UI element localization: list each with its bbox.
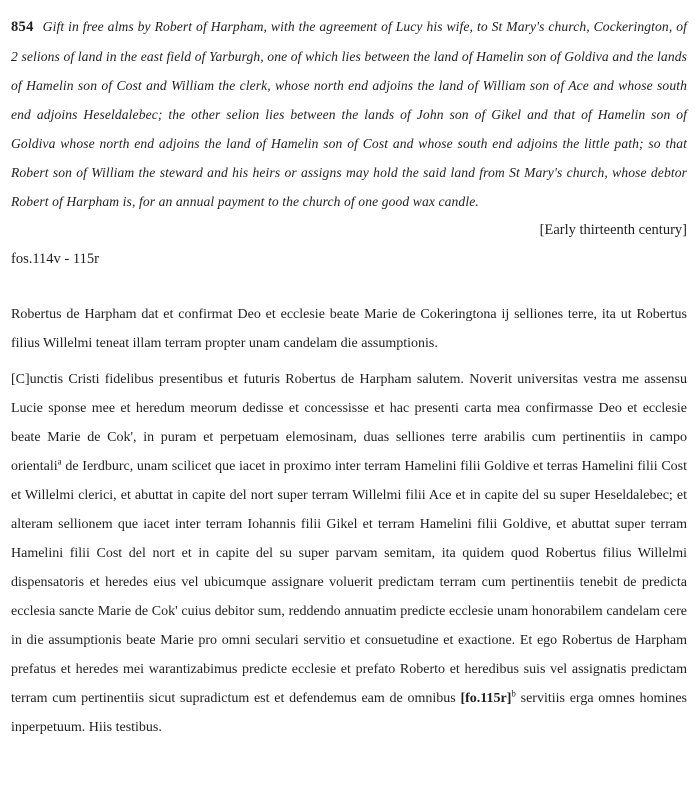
folio-reference: fos.114v - 115r [11,251,99,267]
charter-text: [C]unctis Cristi fidelibus presentibus et futuris Robertus de Harpham salutem. Noverit universitas vestra me assensu Lucie sponse mee et heredum meorum dedisse et concessisse et hac presenti carta mea confirmasse Deo et ecclesie beate Marie de Cok', in puram et perpetuam elemosinam, duas selliones terre arabilis cum pertinentiis in campo orientali$^a$ de Ierdburc, unam scilicet que iacet in proximo inter terram Hamelini filii Goldive et terras Hamelini filii Cost et Willelmi clerici, et abuttat in capite del nort super terram Willelmi filii Ace et in capite del su super Heseldalebec; et alteram sellionem que iacet inter terram Iohannis filii Gikel et terram Hamelini filii Goldive, et abuttat super terram Hamelini filii Cost del nort et in capite del su super parvam semitam, ita quidem quod Robertus filius Willelmi dispensatoris et heredes eius vel ubicumque assignare voluerit predictam terram cum pertinentiis tenebit de predicta ecclesia sancte Marie de Cok' cuius debitor sum, reddendo annuatim predicte ecclesie unam honorabilem candelam cere in die assumptionis beate Marie pro omni seculari servitio et consuetudine et exactione. Et ego Robertus de Harpham prefatus et heredes mei warantizabimus predicte ecclesie et prefato Roberto et heredibus suis vel assignatis predictam terram cum pertinentiis sicut supradictum est et defendemus eam de omnibus $[fo.115r]^b$ servitiis erga omnes homines inperpetuum. Hiis testibus. [11,372,688,735]
latin-abstract: Robertus de Harpham dat et confirmat Deo et ecclesie beate Marie de Cokeringtona ij selliones terre, ita ut Robertus filius Willelmi teneat illam terram propter unam candelam die assumptionis. [11,307,687,351]
date-attribution: [Early thirteenth century] [539,222,687,238]
entry-summary: 854 Gift in free alms by Robert of Harpham, with the agreement of Lucy his wife, to St Mary's church, Cockerington, of 2 selions of land in the east field of Yarburgh, one of which lies between the land of Hamelin son of Goldiva and the lands of Hamelin son of Cost and William the clerk, whose north end adjoins the land of William son of Ace and whose south end adjoins Heseldalebec; the other selion lies between the lands of John son of Gikel and that of Hamelin son of Goldiva whose north end adjoins the land of Hamelin son of Cost and whose south end adjoins the little path; so that Robert son of William the steward and his heirs or assigns may hold the said land from St Mary's church, whose debtor Robert of Harpham is, for an annual payment to the church of one good wax candle. [11,19,687,209]
